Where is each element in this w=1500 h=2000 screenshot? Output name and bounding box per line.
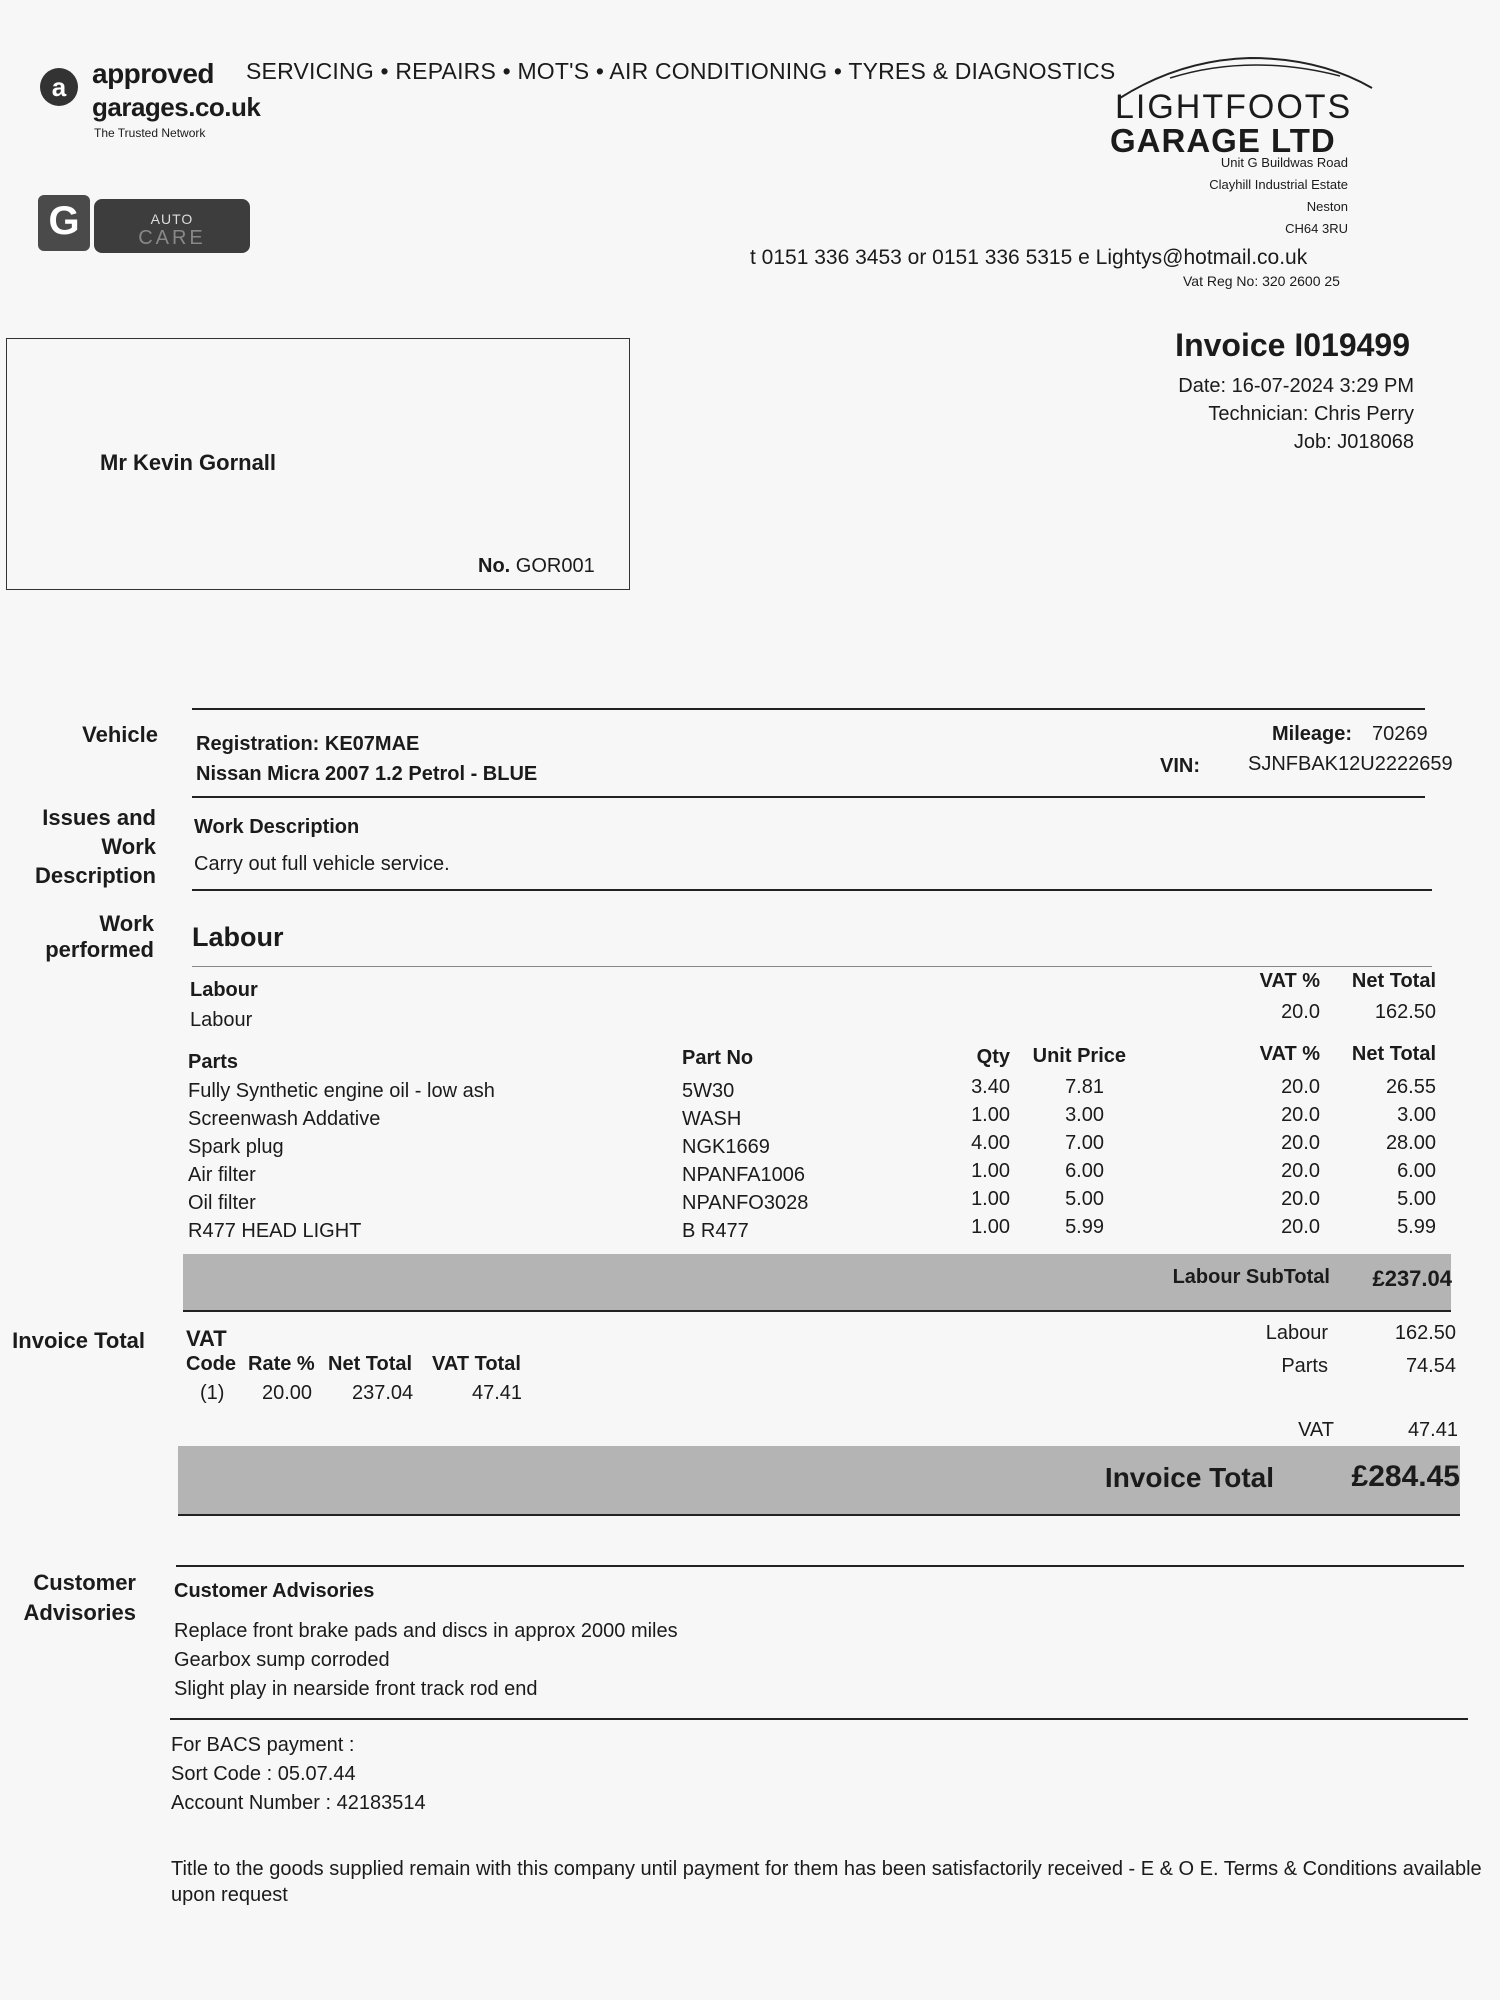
part-qty: 4.00 — [971, 1132, 1010, 1154]
labour-row-net: 162.50 — [1374, 1001, 1436, 1023]
unit-price-column-header: Unit Price — [1032, 1045, 1126, 1067]
advisories-heading: Customer Advisories — [174, 1580, 375, 1602]
part-number: NGK1669 — [682, 1136, 770, 1158]
invoice-total-value: £284.45 — [1351, 1460, 1460, 1493]
address-line: Unit G Buildwas Road — [1220, 155, 1348, 170]
part-net-total: 5.99 — [1397, 1216, 1436, 1238]
vat-heading: VAT — [186, 1326, 227, 1351]
part-vat: 20.0 — [1281, 1076, 1320, 1098]
approved-garages-logo — [40, 40, 270, 150]
part-unit-price: 7.81 — [1065, 1076, 1104, 1098]
part-description: Air filter — [188, 1164, 256, 1186]
part-unit-price: 7.00 — [1065, 1132, 1104, 1154]
totals-parts-value: 74.54 — [1405, 1355, 1456, 1377]
totals-vat-label: VAT — [1298, 1419, 1334, 1441]
divider — [192, 966, 1432, 967]
vat-total: 47.41 — [472, 1382, 523, 1404]
terms-line-2: upon request — [171, 1884, 288, 1906]
address-line: CH64 3RU — [1285, 221, 1348, 236]
autocare-line-2: CARE — [138, 227, 206, 249]
work-performed-label: Work performed — [45, 911, 154, 962]
logo-line-2: garages.co.uk — [92, 92, 261, 122]
part-number: WASH — [682, 1108, 742, 1130]
customer-number-value: GOR001 — [515, 555, 595, 577]
totals-vat-value: 47.41 — [1407, 1419, 1458, 1441]
labour-subtotal-value: £237.04 — [1372, 1266, 1452, 1291]
issues-label-line-2: Description — [34, 863, 156, 888]
part-no-column-header: Part No — [682, 1047, 754, 1069]
company-address — [1209, 152, 1348, 240]
divider — [170, 1718, 1468, 1720]
approved-garages-icon: a — [40, 68, 78, 106]
part-description: Screenwash Addative — [188, 1108, 381, 1130]
part-qty: 1.00 — [971, 1216, 1010, 1238]
vat-code: (1) — [200, 1382, 225, 1404]
vat-code-header: Code — [186, 1353, 236, 1375]
invoice-total-label: Invoice Total — [1104, 1462, 1274, 1493]
part-unit-price: 5.99 — [1065, 1216, 1104, 1238]
mileage-value: 70269 — [1372, 723, 1428, 745]
divider — [178, 1514, 1460, 1516]
part-net-total: 6.00 — [1397, 1160, 1436, 1182]
sort-code: Sort Code : 05.07.44 — [171, 1763, 356, 1785]
address-line: Neston — [1306, 199, 1348, 214]
autocare-line-1: AUTO — [150, 211, 194, 227]
vat-total-header: VAT Total — [432, 1353, 521, 1375]
invoice-title: Invoice I019499 — [1175, 327, 1410, 363]
company-name-line-1: LIGHTFOOTS — [1115, 88, 1353, 126]
invoice-job: Job: J018068 — [1293, 431, 1414, 453]
divider — [176, 1565, 1464, 1567]
advisories-label-line-2: Advisories — [23, 1600, 136, 1625]
logo-tagline: The Trusted Network — [94, 126, 206, 140]
vehicle-section-label: Vehicle — [82, 722, 158, 747]
vin-value: SJNFBAK12U2222659 — [1248, 753, 1453, 775]
divider — [192, 708, 1425, 710]
account-number: Account Number : 42183514 — [171, 1792, 426, 1814]
services-banner: SERVICING • REPAIRS • MOT'S • AIR CONDITIONING • TYRES & DIAGNOSTICS — [246, 58, 1116, 84]
advisory-item: Replace front brake pads and discs in approx 2000 miles — [174, 1620, 678, 1642]
customer-number — [478, 555, 595, 578]
part-number: NPANFA1006 — [682, 1164, 806, 1186]
part-number: NPANFO3028 — [682, 1192, 809, 1214]
part-unit-price: 3.00 — [1065, 1104, 1104, 1126]
customer-name: Mr Kevin Gornall — [100, 450, 277, 475]
qty-column-header: Qty — [976, 1046, 1010, 1068]
part-vat: 20.0 — [1281, 1188, 1320, 1210]
part-vat: 20.0 — [1281, 1132, 1320, 1154]
advisories-label-line-1: Customer — [33, 1570, 136, 1595]
part-net-total: 5.00 — [1397, 1188, 1436, 1210]
totals-labour-value: 162.50 — [1394, 1322, 1456, 1344]
invoice-date: Date: 16-07-2024 3:29 PM — [1178, 375, 1414, 397]
part-description: Spark plug — [188, 1136, 284, 1158]
advisories-section-label — [0, 1568, 136, 1628]
vat-net: 237.04 — [352, 1382, 414, 1404]
part-net-total: 3.00 — [1397, 1104, 1436, 1126]
contact-details: t 0151 336 3453 or 0151 336 5315 e Lightys@hotmail.co.uk — [750, 246, 1308, 269]
totals-labour-label: Labour — [1265, 1322, 1328, 1344]
invoice-technician: Technician: Chris Perry — [1208, 403, 1414, 425]
part-net-total: 26.55 — [1385, 1076, 1436, 1098]
g-logo-icon: G — [38, 195, 90, 251]
vehicle-model: Nissan Micra 2007 1.2 Petrol - BLUE — [196, 763, 538, 785]
terms-line-1: Title to the goods supplied remain with this company until payment for them has been satisfactorily received - E & O E. Terms & Conditions available — [171, 1858, 1482, 1880]
part-net-total: 28.00 — [1385, 1132, 1436, 1154]
customer-number-label: No. — [478, 555, 511, 577]
vin-label: VIN: — [1160, 755, 1200, 777]
vat-rate: 20.00 — [262, 1382, 313, 1404]
work-description-heading: Work Description — [194, 816, 360, 838]
part-description: R477 HEAD LIGHT — [188, 1220, 362, 1242]
totals-parts-label: Parts — [1281, 1355, 1328, 1377]
part-number: 5W30 — [682, 1080, 735, 1102]
issues-section-label — [0, 803, 156, 890]
advisory-item: Slight play in nearside front track rod end — [174, 1678, 538, 1700]
labour-row-vat: 20.0 — [1281, 1001, 1320, 1023]
part-vat: 20.0 — [1281, 1160, 1320, 1182]
logo-line-1: approved — [92, 58, 215, 89]
part-unit-price: 5.00 — [1065, 1188, 1104, 1210]
part-qty: 1.00 — [971, 1104, 1010, 1126]
vat-rate-header: Rate % — [248, 1353, 315, 1375]
vat-column-header: VAT % — [1259, 970, 1320, 992]
parts-column-header: Parts — [188, 1051, 239, 1073]
address-line: Clayhill Industrial Estate — [1209, 177, 1348, 192]
invoice-meta — [1178, 372, 1414, 456]
labour-heading: Labour — [192, 922, 284, 952]
part-vat: 20.0 — [1281, 1104, 1320, 1126]
part-qty: 1.00 — [971, 1188, 1010, 1210]
part-number: B R477 — [682, 1220, 749, 1242]
mileage-label: Mileage: — [1272, 723, 1353, 745]
company-name-line-2: GARAGE LTD — [1110, 122, 1336, 159]
bacs-heading: For BACS payment : — [171, 1734, 355, 1756]
part-unit-price: 6.00 — [1065, 1160, 1104, 1182]
vat-registration: Vat Reg No: 320 2600 25 — [1183, 273, 1340, 289]
part-qty: 1.00 — [971, 1160, 1010, 1182]
part-qty: 3.40 — [971, 1076, 1010, 1098]
labour-row-desc: Labour — [190, 1009, 253, 1031]
divider — [192, 889, 1432, 891]
labour-column-header: Labour — [190, 979, 258, 1001]
autocare-logo — [38, 195, 253, 257]
autocare-badge — [94, 199, 250, 253]
divider — [192, 796, 1425, 798]
parts-net-column-header: Net Total — [1351, 1043, 1436, 1065]
advisory-item: Gearbox sump corroded — [174, 1649, 390, 1671]
labour-subtotal-label: Labour SubTotal — [1172, 1266, 1330, 1288]
issues-label-line-1: Issues and Work — [42, 805, 156, 859]
vehicle-registration: Registration: KE07MAE — [196, 733, 420, 755]
part-vat: 20.0 — [1281, 1216, 1320, 1238]
divider — [183, 1310, 1451, 1312]
invoice-total-section-label: Invoice Total — [12, 1328, 145, 1353]
work-description-text: Carry out full vehicle service. — [194, 853, 450, 875]
part-description: Fully Synthetic engine oil - low ash — [188, 1080, 495, 1102]
vat-net-header: Net Total — [328, 1353, 413, 1375]
parts-vat-column-header: VAT % — [1259, 1043, 1320, 1065]
part-description: Oil filter — [188, 1192, 256, 1214]
net-column-header: Net Total — [1351, 970, 1436, 992]
